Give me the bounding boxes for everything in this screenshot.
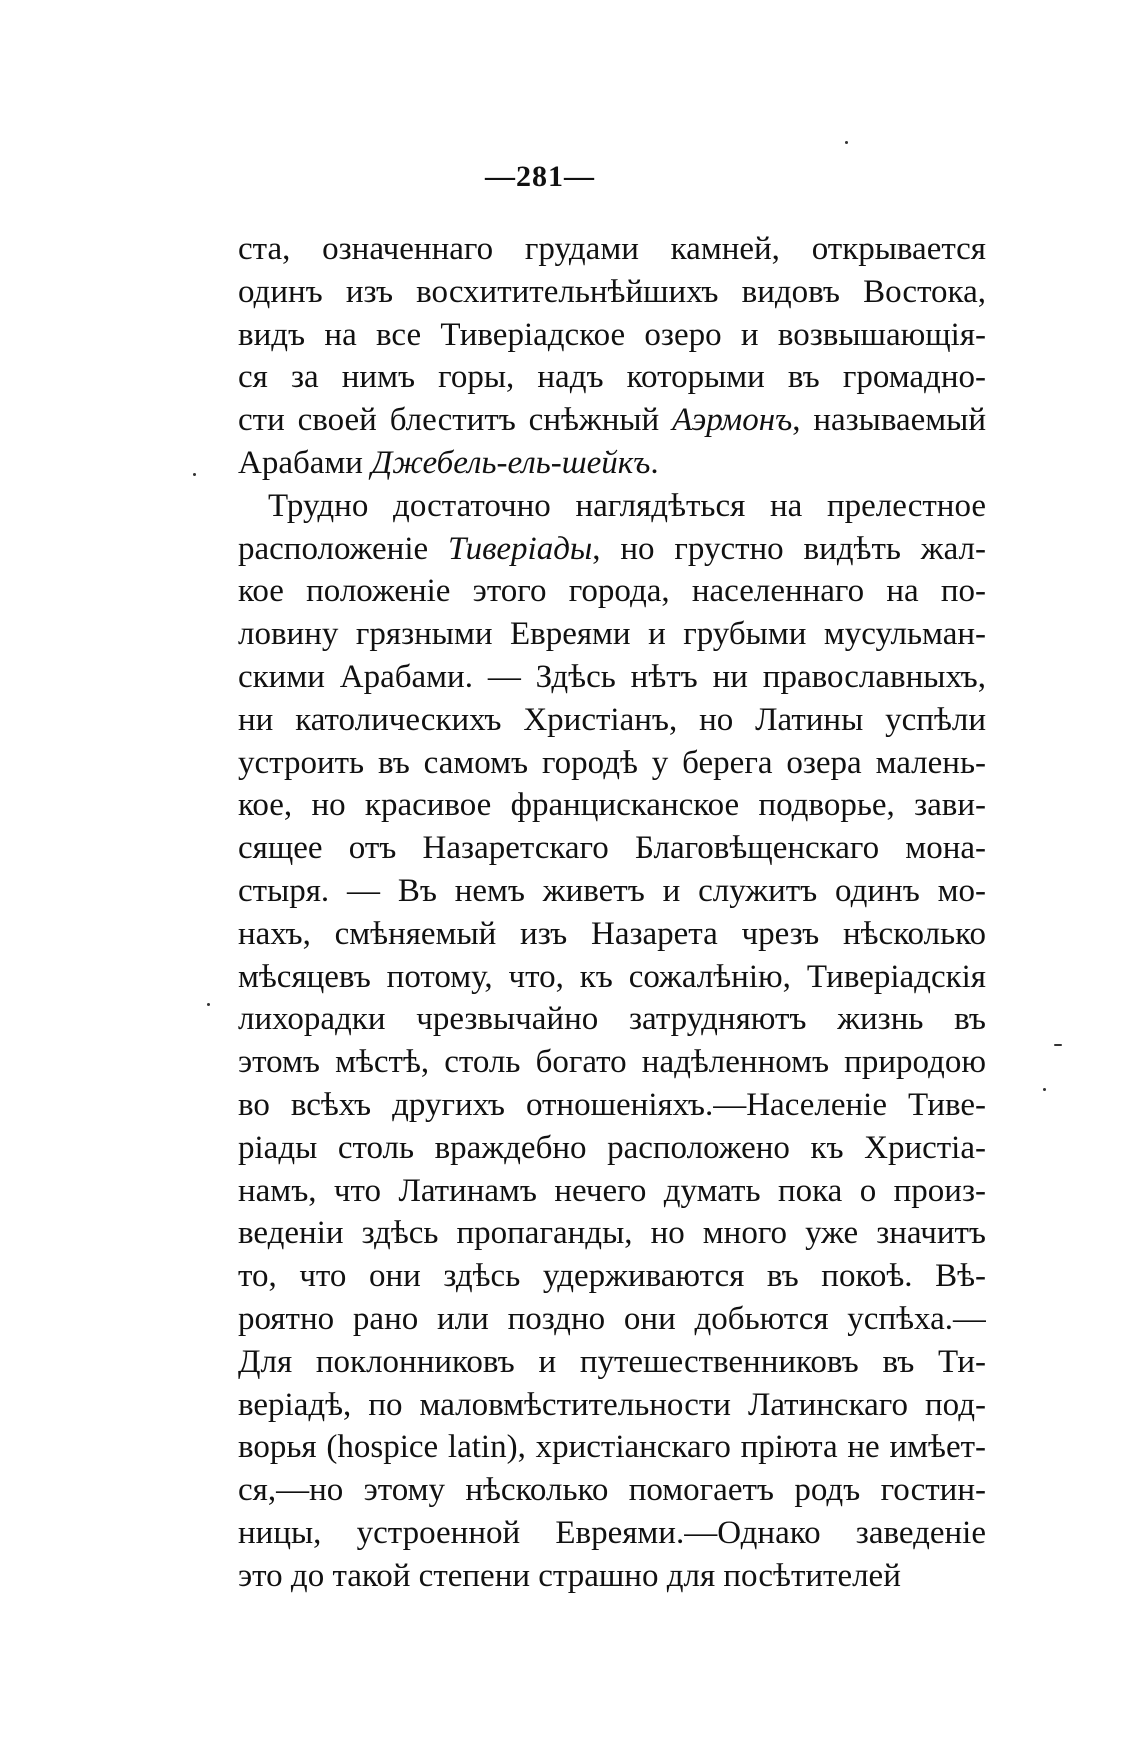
text-line (238, 699, 986, 742)
text-line (238, 613, 986, 656)
scan-speck (845, 141, 848, 144)
text-line (238, 528, 986, 571)
text-line (238, 1041, 986, 1084)
line-text: кое положеніе этого города, населеннаго на по- (238, 573, 986, 610)
text-line (238, 1512, 986, 1555)
text-line (238, 1469, 986, 1512)
line-text: ся за нимъ горы, надъ которыми въ громадно- (238, 359, 986, 396)
line-text: ловину грязными Евреями и грубыми мусульман- (238, 616, 986, 653)
line-text: ста, означеннаго грудами камней, открывается (238, 231, 986, 267)
text-line (238, 956, 986, 999)
text-line (238, 1212, 986, 1255)
scan-speck (207, 1003, 210, 1006)
line-text: намъ, что Латинамъ нечего думать пока о произ- (238, 1172, 986, 1209)
text-line (238, 998, 986, 1041)
text-line (238, 442, 986, 485)
line-text-after: . (650, 444, 659, 481)
text-line (238, 913, 986, 956)
line-text: этомъ мѣстѣ, столь богато надѣленномъ природою (238, 1044, 986, 1081)
line-text: скими Арабами. — Здѣсь нѣтъ ни православныхъ, (238, 658, 986, 695)
paragraph-1 (238, 228, 986, 485)
text-line (238, 1555, 986, 1598)
line-text: веріадѣ, по маловмѣстительности Латинскаго под- (238, 1386, 986, 1423)
text-line (238, 784, 986, 827)
line-text: Арабами (238, 444, 372, 481)
line-text: мѣсяцевъ потому, что, къ сожалѣнію, Тиверіадскія (238, 958, 986, 995)
line-text: во всѣхъ другихъ отношеніяхъ.—Населеніе Тиве- (238, 1086, 986, 1123)
line-text: лихорадки чрезвычайно затрудняютъ жизнь въ (238, 1001, 986, 1038)
line-text: ся,—но этому нѣсколько помогаетъ родъ гостин- (238, 1472, 986, 1509)
text-line (238, 1255, 986, 1298)
text-line (238, 1127, 986, 1170)
line-text: это до такой степени страшно для посѣтителей (238, 1557, 901, 1594)
text-block (238, 228, 986, 1598)
text-line (238, 399, 986, 442)
line-italic-text: Джебель-ель-шейкъ (371, 444, 651, 481)
line-text: ворья (hospice latin), христіанскаго пріюта не имѣет- (238, 1429, 986, 1466)
scan-speck (1043, 1088, 1046, 1091)
line-text: видъ на все Тиверіадское озеро и возвышающія- (238, 316, 986, 353)
page-number: —281— (485, 160, 595, 193)
text-line (238, 271, 986, 314)
scan-speck (1054, 1044, 1062, 1046)
line-italic-text: Тиверіады (448, 530, 593, 567)
text-line (238, 485, 986, 528)
scan-speck (193, 473, 196, 476)
text-line (238, 742, 986, 785)
line-text: ріады столь враждебно расположено къ Христіа- (238, 1129, 986, 1166)
text-line (238, 1426, 986, 1469)
text-line (238, 827, 986, 870)
line-text: Для поклонниковъ и путешественниковъ въ Ти- (238, 1343, 986, 1380)
text-line (238, 356, 986, 399)
line-text-after: , называемый (792, 402, 986, 439)
line-text: сящее отъ Назаретскаго Благовѣщенскаго мона- (238, 830, 986, 867)
line-text: устроить въ самомъ городѣ у берега озера малень- (238, 744, 986, 781)
text-line (238, 1084, 986, 1127)
line-text: одинъ изъ восхитительнѣйшихъ видовъ Востока, (238, 273, 986, 310)
line-text-after: , но грустно видѣть жал- (592, 530, 986, 567)
line-text: сти своей блеститъ снѣжный (238, 402, 673, 439)
line-text: стыря. — Въ немъ живетъ и служитъ одинъ мо- (238, 872, 986, 909)
paragraph-2 (238, 485, 986, 1598)
line-text: ни католическихъ Христіанъ, но Латины успѣли (238, 701, 986, 738)
line-text: расположеніе (238, 530, 448, 567)
line-text: ницы, устроенной Евреями.—Однако заведеніе (238, 1514, 986, 1551)
text-line (238, 1341, 986, 1384)
text-line (238, 656, 986, 699)
text-line (238, 1170, 986, 1213)
text-line (238, 570, 986, 613)
text-line (238, 1384, 986, 1427)
line-text: кое, но красивое францисканское подворье, зави- (238, 787, 986, 824)
line-text: роятно рано или поздно они добьются успѣха.— (238, 1300, 986, 1337)
line-text: Трудно достаточно наглядѣться на прелестное (268, 487, 986, 524)
line-italic-text: Аэрмонъ (672, 402, 793, 439)
line-text: веденіи здѣсь пропаганды, но много уже значитъ (238, 1215, 986, 1252)
line-text: нахъ, смѣняемый изъ Назарета чрезъ нѣсколько (238, 915, 986, 952)
text-line (238, 314, 986, 357)
text-line (238, 870, 986, 913)
text-line (238, 228, 986, 271)
text-line (238, 1298, 986, 1341)
line-text: то, что они здѣсь удерживаются въ покоѣ. Вѣ- (238, 1258, 986, 1295)
